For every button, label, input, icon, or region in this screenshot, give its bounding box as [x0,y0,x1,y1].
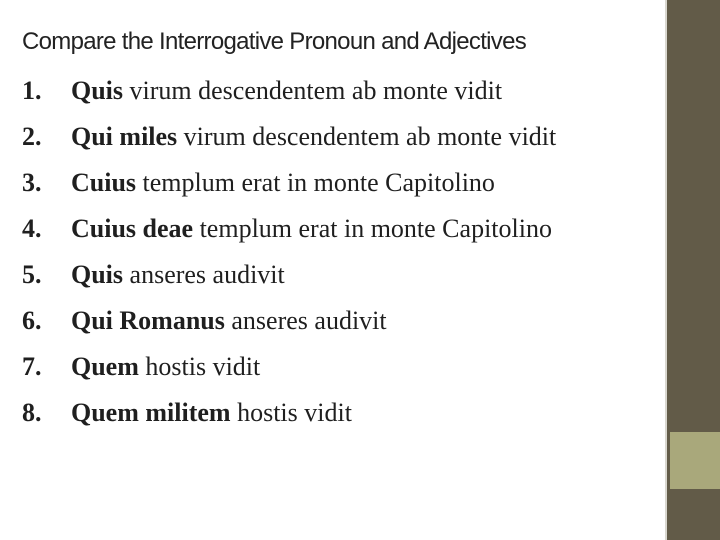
item-number: 4. [22,214,42,243]
item-bold-word: Quem militem [71,398,231,427]
item-rest-text: virum descendentem ab monte vidit [123,76,503,105]
item-text [71,398,352,428]
item-text [71,352,260,382]
item-text [71,122,556,152]
item-bold-word: Cuius [71,168,137,197]
list-item [0,72,680,118]
item-bold-word: Quis [71,260,124,289]
item-number: 5. [22,260,42,289]
item-bold-word: Quis [71,76,124,105]
item-text [71,214,552,244]
list-item [0,394,680,440]
sentence-list [0,72,680,440]
item-rest-text: virum descendentem ab monte vidit [177,122,557,151]
list-item [0,164,680,210]
list-item [0,256,680,302]
item-rest-text: anseres audivit [224,306,387,335]
item-text [71,260,285,290]
item-rest-text: templum erat in monte Capitolino [136,168,495,197]
item-rest-text: templum erat in monte Capitolino [193,214,552,243]
item-number: 3. [22,168,42,197]
item-number: 8. [22,398,42,427]
item-number: 1. [22,76,42,105]
item-bold-word: Quem [71,352,139,381]
list-item [0,348,680,394]
slide-title: Compare the Interrogative Pronoun and Adjectives [22,28,527,55]
item-text [71,76,502,106]
item-number: 6. [22,306,42,335]
list-item [0,118,680,164]
item-rest-text: hostis vidit [138,352,261,381]
item-rest-text: anseres audivit [123,260,285,289]
item-bold-word: Qui miles [71,122,178,151]
item-text [71,168,495,198]
list-item [0,302,680,348]
decorative-sidebar-accent [670,432,720,489]
item-rest-text: hostis vidit [230,398,352,427]
item-bold-word: Qui Romanus [71,306,225,335]
item-text [71,306,387,336]
item-number: 2. [22,122,42,151]
item-number: 7. [22,352,42,381]
item-bold-word: Cuius deae [71,214,194,243]
list-item [0,210,680,256]
